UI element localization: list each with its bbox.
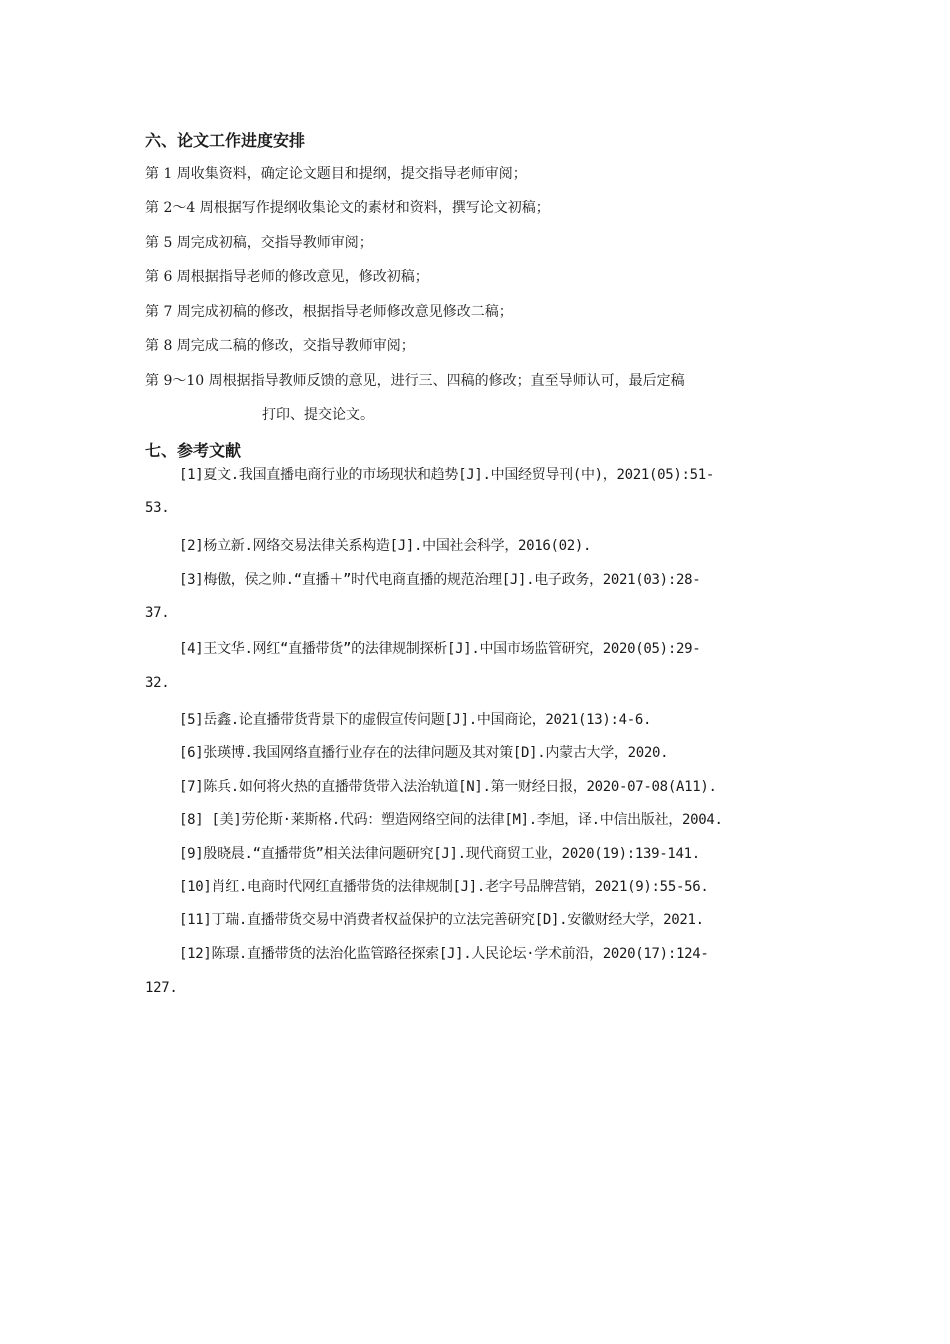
schedule-item-5: 第 7 周完成初稿的修改，根据指导老师修改意见修改二稿； bbox=[145, 304, 513, 320]
section-6-heading: 六、论文工作进度安排 bbox=[145, 131, 306, 150]
reference-7: [7]陈兵.如何将火热的直播带货带入法治轨道[N].第一财经日报，2020-07-08(A11). bbox=[179, 779, 717, 795]
reference-12-wrap: 127. bbox=[145, 980, 178, 996]
reference-1-wrap: 53. bbox=[145, 500, 170, 516]
reference-8: [8] [美]劳伦斯·莱斯格.代码：塑造网络空间的法律[M].李旭，译.中信出版社，2004. bbox=[179, 812, 723, 828]
reference-1: [1]夏文.我国直播电商行业的市场现状和趋势[J].中国经贸导刊(中)，2021(05):51- bbox=[179, 467, 715, 483]
schedule-item-1: 第 1 周收集资料，确定论文题目和提纲，提交指导老师审阅； bbox=[145, 166, 527, 182]
reference-3: [3]梅傲，侯之帅.“直播＋”时代电商直播的规范治理[J].电子政务，2021(03):28- bbox=[179, 572, 701, 588]
reference-11: [11]丁瑞.直播带货交易中消费者权益保护的立法完善研究[D].安徽财经大学，2021. bbox=[179, 912, 704, 928]
reference-6: [6]张瑛博.我国网络直播行业存在的法律问题及其对策[D].内蒙古大学，2020. bbox=[179, 745, 669, 761]
schedule-item-3: 第 5 周完成初稿，交指导教师审阅； bbox=[145, 235, 373, 251]
reference-10: [10]肖红.电商时代网红直播带货的法律规制[J].老字号品牌营销，2021(9):55-56. bbox=[179, 879, 709, 895]
reference-12: [12]陈璟.直播带货的法治化监管路径探索[J].人民论坛·学术前沿，2020(17):124- bbox=[179, 946, 709, 962]
schedule-item-4: 第 6 周根据指导老师的修改意见，修改初稿； bbox=[145, 269, 429, 285]
schedule-item-7-continuation: 打印、提交论文。 bbox=[262, 407, 374, 423]
reference-4: [4]王文华.网红“直播带货”的法律规制探析[J].中国市场监管研究，2020(05):29- bbox=[179, 641, 701, 657]
reference-5: [5]岳鑫.论直播带货背景下的虚假宣传问题[J].中国商论，2021(13):4-6. bbox=[179, 712, 652, 728]
schedule-item-7: 第 9～10 周根据指导教师反馈的意见，进行三、四稿的修改；直至导师认可，最后定稿 bbox=[145, 373, 685, 389]
schedule-item-6: 第 8 周完成二稿的修改，交指导教师审阅； bbox=[145, 338, 415, 354]
reference-9: [9]殷晓晨.“直播带货”相关法律问题研究[J].现代商贸工业，2020(19):139-141. bbox=[179, 846, 700, 862]
schedule-item-2: 第 2～4 周根据写作提纲收集论文的素材和资料，撰写论文初稿； bbox=[145, 200, 550, 216]
reference-3-wrap: 37. bbox=[145, 605, 170, 621]
reference-2: [2]杨立新.网络交易法律关系构造[J].中国社会科学，2016(02). bbox=[179, 538, 592, 554]
reference-4-wrap: 32. bbox=[145, 675, 170, 691]
section-7-heading: 七、参考文献 bbox=[145, 441, 242, 460]
